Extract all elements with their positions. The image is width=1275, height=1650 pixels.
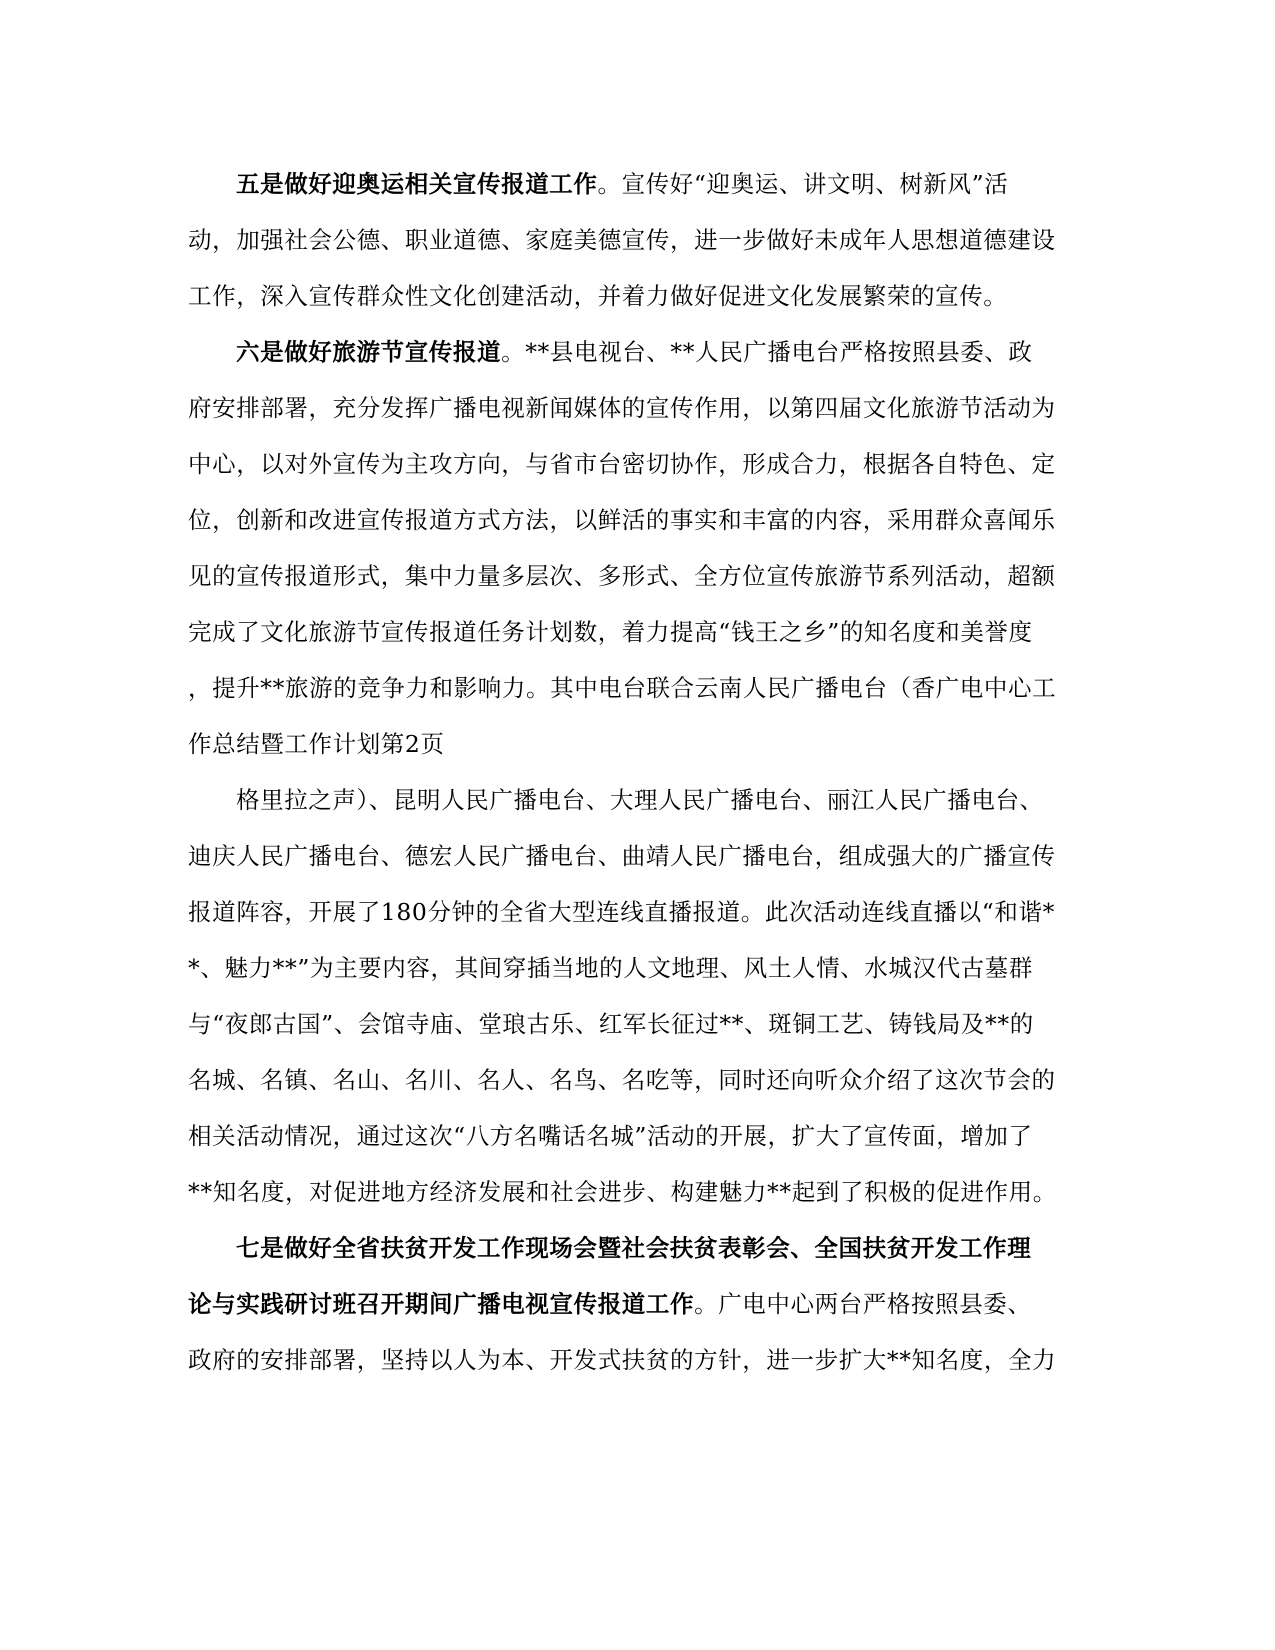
paragraph-line <box>188 1344 1088 1376</box>
paragraph-line <box>188 504 1088 536</box>
section-heading: 五是做好迎奥运相关宣传报道工作 <box>236 170 598 198</box>
line-text: 政府的安排部署，坚持以人为本、开发式扶贫的方针，进一步扩大**知名度，全力 <box>188 1346 1057 1374</box>
paragraph-line <box>188 1008 1088 1040</box>
paragraph-line <box>188 448 1088 480</box>
line-text: 名城、名镇、名山、名川、名人、名鸟、名吃等，同时还向听众介绍了这次节会的 <box>188 1066 1056 1094</box>
line-text: 与“夜郎古国”、会馆寺庙、堂琅古乐、红军长征过**、斑铜工艺、铸钱局及**的 <box>188 1010 1034 1038</box>
line-text: 格里拉之声）、昆明人民广播电台、大理人民广播电台、丽江人民广播电台、 <box>236 786 1044 814</box>
paragraph-line <box>188 1288 1088 1320</box>
line-text: **知名度，对促进地方经济发展和社会进步、构建魅力**起到了积极的促进作用。 <box>188 1178 1057 1206</box>
paragraph-line <box>188 1176 1088 1208</box>
line-text: 动，加强社会公德、职业道德、家庭美德宣传，进一步做好未成年人思想道德建设 <box>188 226 1056 254</box>
paragraph-line <box>188 616 1088 648</box>
paragraph-line <box>188 280 1088 312</box>
line-text: 迪庆人民广播电台、德宏人民广播电台、曲靖人民广播电台，组成强大的广播宣传 <box>188 842 1056 870</box>
section-heading: 论与实践研讨班召开期间广播电视宣传报道工作 <box>188 1290 695 1318</box>
section-heading: 六是做好旅游节宣传报道 <box>236 338 502 366</box>
line-text: 。宣传好“迎奥运、讲文明、树新风”活 <box>597 170 1009 198</box>
paragraph-line <box>236 1232 1136 1264</box>
paragraph-line <box>188 896 1088 928</box>
line-text: 中心，以对外宣传为主攻方向，与省市台密切协作，形成合力，根据各自特色、定 <box>188 450 1056 478</box>
paragraph-line <box>188 952 1088 984</box>
line-text: 完成了文化旅游节宣传报道任务计划数，着力提高“钱王之乡”的知名度和美誉度 <box>188 618 1033 646</box>
line-text: 见的宣传报道形式，集中力量多层次、多形式、全方位宣传旅游节系列活动，超额 <box>188 562 1056 590</box>
paragraph-line <box>188 560 1088 592</box>
line-text: 报道阵容，开展了180分钟的全省大型连线直播报道。此次活动连线直播以“和谐* <box>188 898 1055 926</box>
line-text: 工作，深入宣传群众性文化创建活动，并着力做好促进文化发展繁荣的宣传。 <box>188 282 1008 310</box>
line-text: 相关活动情况，通过这次“八方名嘴话名城”活动的开展，扩大了宣传面，增加了 <box>188 1122 1033 1150</box>
paragraph-line <box>236 168 1136 200</box>
paragraph-line <box>236 784 1136 816</box>
line-text: 。广电中心两台严格按照县委、 <box>694 1290 1032 1318</box>
paragraph-line <box>188 1120 1088 1152</box>
line-text: ，提升**旅游的竞争力和影响力。其中电台联合云南人民广播电台（香广电中心工 <box>188 674 1057 702</box>
line-text: 。**县电视台、**人民广播电台严格按照县委、政 <box>501 338 1033 366</box>
section-heading: 七是做好全省扶贫开发工作现场会暨社会扶贫表彰会、全国扶贫开发工作理 <box>236 1234 1032 1262</box>
line-text: 府安排部署，充分发挥广播电视新闻媒体的宣传作用，以第四届文化旅游节活动为 <box>188 394 1056 422</box>
paragraph-line <box>188 672 1088 704</box>
line-text: 作总结暨工作计划第2页 <box>188 730 445 758</box>
paragraph-line <box>188 728 1088 760</box>
line-text: 位，创新和改进宣传报道方式方法，以鲜活的事实和丰富的内容，采用群众喜闻乐 <box>188 506 1056 534</box>
line-text: *、魅力**”为主要内容，其间穿插当地的人文地理、风土人情、水城汉代古墓群 <box>188 954 1033 982</box>
paragraph-line <box>188 840 1088 872</box>
paragraph-line <box>188 224 1088 256</box>
paragraph-line <box>188 1064 1088 1096</box>
paragraph-line <box>188 392 1088 424</box>
paragraph-line <box>236 336 1136 368</box>
